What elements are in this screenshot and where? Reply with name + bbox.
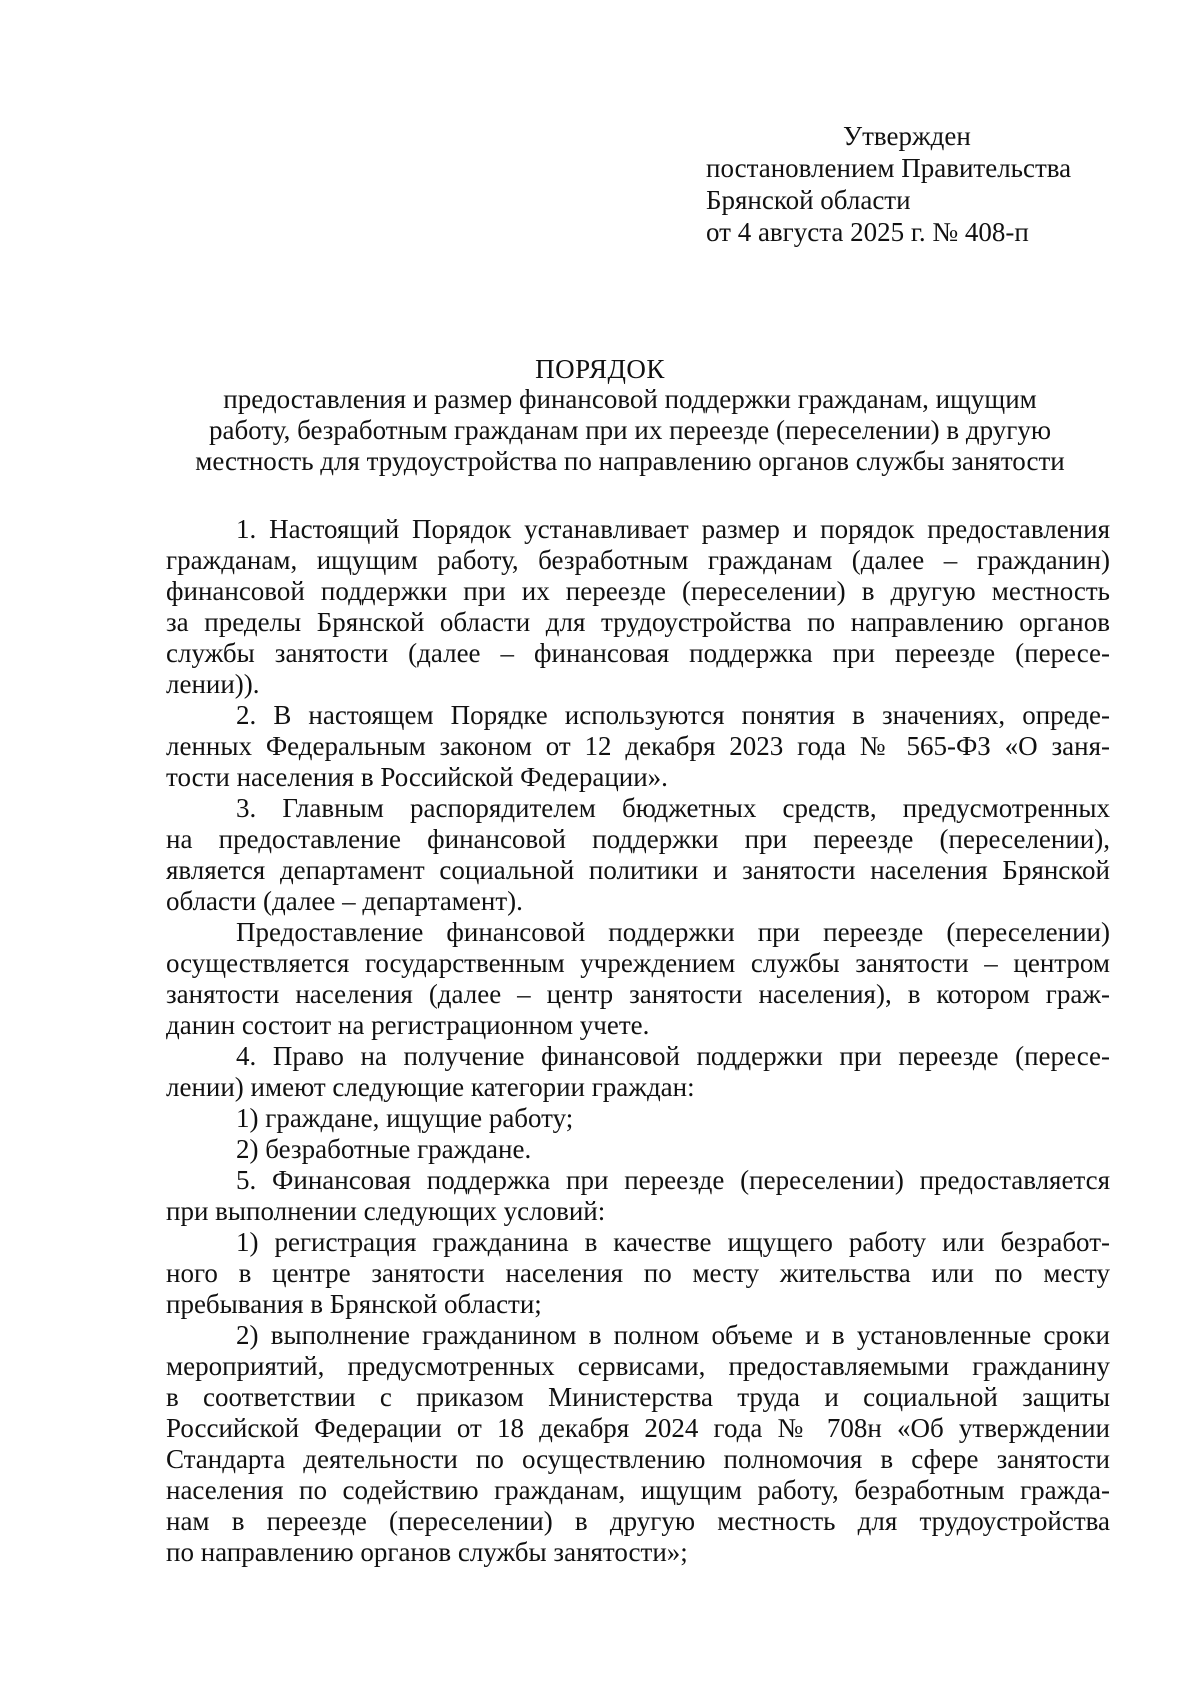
- paragraph-line: финансовой поддержки при их переезде (переселении) в другую местность: [166, 576, 1110, 606]
- paragraph-line: 3. Главным распорядителем бюджетных средств, предусмотренных: [236, 793, 1110, 823]
- paragraph-line: на предоставление финансовой поддержки при переезде (переселении),: [166, 824, 1110, 854]
- paragraph-line: 1) граждане, ищущие работу;: [236, 1103, 574, 1133]
- paragraph-line: осуществляется государственным учреждением службы занятости – центром: [166, 948, 1110, 978]
- paragraph-line: населения по содействию гражданам, ищущим работу, безработным гражда-: [166, 1475, 1110, 1505]
- paragraph: [166, 1134, 1110, 1165]
- paragraph: [166, 1320, 1110, 1568]
- paragraph: [166, 917, 1110, 1041]
- paragraph: [166, 1041, 1110, 1103]
- paragraph-line: в соответствии с приказом Министерства труда и социальной защиты: [166, 1382, 1110, 1412]
- approval-stamp: [706, 120, 1071, 248]
- paragraph-line: 5. Финансовая поддержка при переезде (переселении) предоставляется: [236, 1165, 1110, 1195]
- paragraph-line: ленных Федеральным законом от 12 декабря 2023 года № 565-ФЗ «О заня-: [166, 731, 1110, 761]
- paragraph-line: 2) выполнение гражданином в полном объеме и в установленные сроки: [236, 1320, 1110, 1350]
- paragraph-line: за пределы Брянской области для трудоустройства по направлению органов: [166, 607, 1110, 637]
- paragraph: [166, 1165, 1110, 1227]
- paragraph-line: нам в переезде (переселении) в другую местность для трудоустройства: [166, 1506, 1110, 1536]
- paragraph-line: службы занятости (далее – финансовая поддержка при переезде (пересе-: [166, 638, 1110, 668]
- paragraph-line: 2) безработные граждане.: [236, 1134, 532, 1164]
- approval-line: от 4 августа 2025 г. № 408-п: [706, 217, 1029, 247]
- paragraph: [166, 793, 1110, 917]
- subtitle-line: местность для трудоустройства по направлению органов службы занятости: [195, 446, 1065, 476]
- paragraph-line: Предоставление финансовой поддержки при переезде (переселении): [236, 917, 1110, 947]
- paragraph-line: Российской Федерации от 18 декабря 2024 года № 708н «Об утверждении: [166, 1413, 1110, 1443]
- subtitle-line: работу, безработным гражданам при их переезде (переселении) в другую: [208, 415, 1052, 445]
- document-subtitle: [160, 384, 1100, 477]
- approval-line: постановлением Правительства: [706, 153, 1072, 183]
- paragraph-line: тости населения в Российской Федерации».: [166, 762, 668, 792]
- paragraph-line: является департамент социальной политики и занятости населения Брянской: [166, 855, 1110, 885]
- paragraph-line: лении)).: [166, 669, 260, 699]
- paragraph-line: области (далее – департамент).: [166, 886, 523, 916]
- paragraph-line: гражданам, ищущим работу, безработным гражданам (далее – гражданин): [166, 545, 1110, 575]
- paragraph: [166, 1103, 1110, 1134]
- paragraph-line: занятости населения (далее – центр занятости населения), в котором граж-: [166, 979, 1110, 1009]
- paragraph-line: мероприятий, предусмотренных сервисами, предоставляемыми гражданину: [166, 1351, 1110, 1381]
- paragraph-line: 4. Право на получение финансовой поддержки при переезде (пересе-: [236, 1041, 1110, 1071]
- paragraph-line: при выполнении следующих условий:: [166, 1196, 606, 1226]
- paragraph-line: пребывания в Брянской области;: [166, 1289, 542, 1319]
- paragraph: [166, 700, 1110, 793]
- paragraph: [166, 1227, 1110, 1320]
- paragraph-line: данин состоит на регистрационном учете.: [166, 1010, 650, 1040]
- approval-line: Брянской области: [706, 185, 911, 215]
- paragraph-line: 1) регистрация гражданина в качестве ищущего работу или безработ-: [236, 1227, 1110, 1257]
- paragraph-line: лении) имеют следующие категории граждан:: [166, 1072, 695, 1102]
- document-title: ПОРЯДОК: [535, 354, 665, 384]
- paragraph-line: 1. Настоящий Порядок устанавливает размер и порядок предоставления: [236, 514, 1110, 544]
- paragraph-line: 2. В настоящем Порядке используются понятия в значениях, опреде-: [236, 700, 1110, 730]
- paragraph: [166, 514, 1110, 700]
- document-body: [166, 514, 1110, 1568]
- paragraph-line: Стандарта деятельности по осуществлению полномочия в сфере занятости: [166, 1444, 1110, 1474]
- approval-line: Утвержден: [843, 121, 971, 151]
- subtitle-line: предоставления и размер финансовой поддержки гражданам, ищущим: [223, 384, 1037, 414]
- paragraph-line: по направлению органов службы занятости»;: [166, 1537, 688, 1567]
- paragraph-line: ного в центре занятости населения по месту жительства или по месту: [166, 1258, 1110, 1288]
